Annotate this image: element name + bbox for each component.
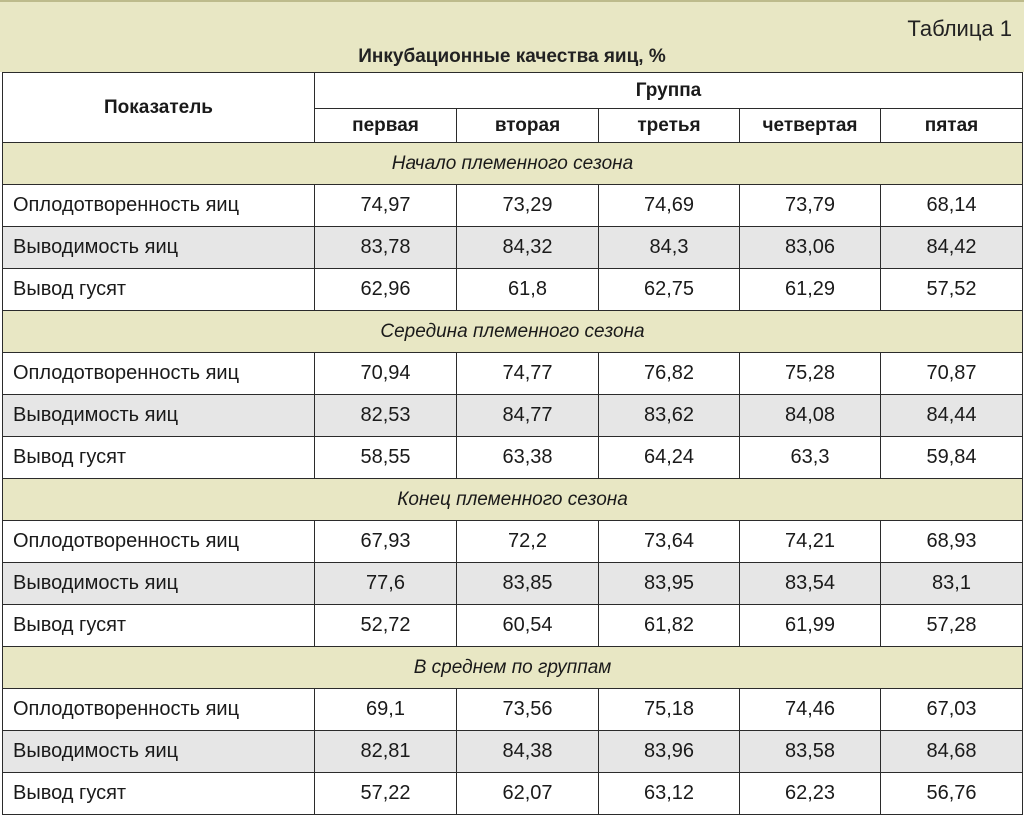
- section-title: Середина племенного сезона: [3, 311, 1023, 353]
- cell-value: 59,84: [881, 437, 1023, 479]
- row-label: Оплодотворенность яиц: [3, 353, 315, 395]
- cell-value: 84,44: [881, 395, 1023, 437]
- cell-value: 72,2: [457, 521, 599, 563]
- group-col-header: вторая: [457, 109, 599, 143]
- cell-value: 70,87: [881, 353, 1023, 395]
- cell-value: 69,1: [315, 689, 457, 731]
- section-row: [3, 311, 1023, 353]
- cell-value: 74,97: [315, 185, 457, 227]
- cell-value: 61,8: [457, 269, 599, 311]
- cell-value: 83,1: [881, 563, 1023, 605]
- table-row: [3, 437, 1023, 479]
- cell-value: 57,22: [315, 773, 457, 815]
- cell-value: 83,85: [457, 563, 599, 605]
- section-title: В среднем по группам: [3, 647, 1023, 689]
- cell-value: 62,96: [315, 269, 457, 311]
- cell-value: 83,62: [599, 395, 740, 437]
- cell-value: 74,77: [457, 353, 599, 395]
- cell-value: 84,68: [881, 731, 1023, 773]
- cell-value: 57,52: [881, 269, 1023, 311]
- cell-value: 73,79: [740, 185, 881, 227]
- cell-value: 56,76: [881, 773, 1023, 815]
- cell-value: 58,55: [315, 437, 457, 479]
- table-row: [3, 773, 1023, 815]
- group-col-header: третья: [599, 109, 740, 143]
- row-label: Вывод гусят: [3, 773, 315, 815]
- cell-value: 83,06: [740, 227, 881, 269]
- table-row: [3, 563, 1023, 605]
- cell-value: 61,29: [740, 269, 881, 311]
- cell-value: 73,29: [457, 185, 599, 227]
- section-row: [3, 143, 1023, 185]
- table-row: [3, 227, 1023, 269]
- cell-value: 67,93: [315, 521, 457, 563]
- table-row: [3, 269, 1023, 311]
- section-row: [3, 479, 1023, 521]
- cell-value: 52,72: [315, 605, 457, 647]
- section-row: [3, 647, 1023, 689]
- table-row: [3, 395, 1023, 437]
- table-title: Инкубационные качества яиц, %: [358, 46, 666, 67]
- row-label: Вывод гусят: [3, 437, 315, 479]
- cell-value: 61,99: [740, 605, 881, 647]
- group-header: Группа: [315, 73, 1023, 109]
- cell-value: 75,28: [740, 353, 881, 395]
- section-title: Конец племенного сезона: [3, 479, 1023, 521]
- cell-value: 74,69: [599, 185, 740, 227]
- table-row: [3, 353, 1023, 395]
- cell-value: 70,94: [315, 353, 457, 395]
- cell-value: 74,21: [740, 521, 881, 563]
- table-caption: [0, 0, 1024, 72]
- row-label: Выводимость яиц: [3, 731, 315, 773]
- cell-value: 83,54: [740, 563, 881, 605]
- cell-value: 60,54: [457, 605, 599, 647]
- indicator-header: Показатель: [3, 73, 315, 143]
- group-col-header: пятая: [881, 109, 1023, 143]
- table-row: [3, 521, 1023, 563]
- cell-value: 84,3: [599, 227, 740, 269]
- cell-value: 57,28: [881, 605, 1023, 647]
- cell-value: 82,53: [315, 395, 457, 437]
- table-row: [3, 185, 1023, 227]
- cell-value: 82,81: [315, 731, 457, 773]
- table-row: [3, 689, 1023, 731]
- row-label: Выводимость яиц: [3, 395, 315, 437]
- table-row: [3, 605, 1023, 647]
- cell-value: 73,56: [457, 689, 599, 731]
- cell-value: 63,12: [599, 773, 740, 815]
- cell-value: 84,38: [457, 731, 599, 773]
- section-title: Начало племенного сезона: [3, 143, 1023, 185]
- cell-value: 62,23: [740, 773, 881, 815]
- row-label: Вывод гусят: [3, 605, 315, 647]
- row-label: Вывод гусят: [3, 269, 315, 311]
- cell-value: 84,32: [457, 227, 599, 269]
- group-col-header: четвертая: [740, 109, 881, 143]
- cell-value: 83,96: [599, 731, 740, 773]
- row-label: Оплодотворенность яиц: [3, 689, 315, 731]
- cell-value: 83,78: [315, 227, 457, 269]
- table-row: [3, 731, 1023, 773]
- cell-value: 63,3: [740, 437, 881, 479]
- cell-value: 83,58: [740, 731, 881, 773]
- cell-value: 62,75: [599, 269, 740, 311]
- cell-value: 73,64: [599, 521, 740, 563]
- cell-value: 84,77: [457, 395, 599, 437]
- row-label: Оплодотворенность яиц: [3, 185, 315, 227]
- cell-value: 61,82: [599, 605, 740, 647]
- group-col-header: первая: [315, 109, 457, 143]
- cell-value: 76,82: [599, 353, 740, 395]
- cell-value: 64,24: [599, 437, 740, 479]
- cell-value: 75,18: [599, 689, 740, 731]
- cell-value: 84,08: [740, 395, 881, 437]
- cell-value: 63,38: [457, 437, 599, 479]
- cell-value: 68,93: [881, 521, 1023, 563]
- row-label: Выводимость яиц: [3, 563, 315, 605]
- row-label: Оплодотворенность яиц: [3, 521, 315, 563]
- cell-value: 83,95: [599, 563, 740, 605]
- cell-value: 68,14: [881, 185, 1023, 227]
- cell-value: 84,42: [881, 227, 1023, 269]
- cell-value: 62,07: [457, 773, 599, 815]
- row-label: Выводимость яиц: [3, 227, 315, 269]
- cell-value: 74,46: [740, 689, 881, 731]
- incubation-table: [2, 72, 1023, 815]
- cell-value: 67,03: [881, 689, 1023, 731]
- cell-value: 77,6: [315, 563, 457, 605]
- table-number: Таблица 1: [907, 16, 1012, 41]
